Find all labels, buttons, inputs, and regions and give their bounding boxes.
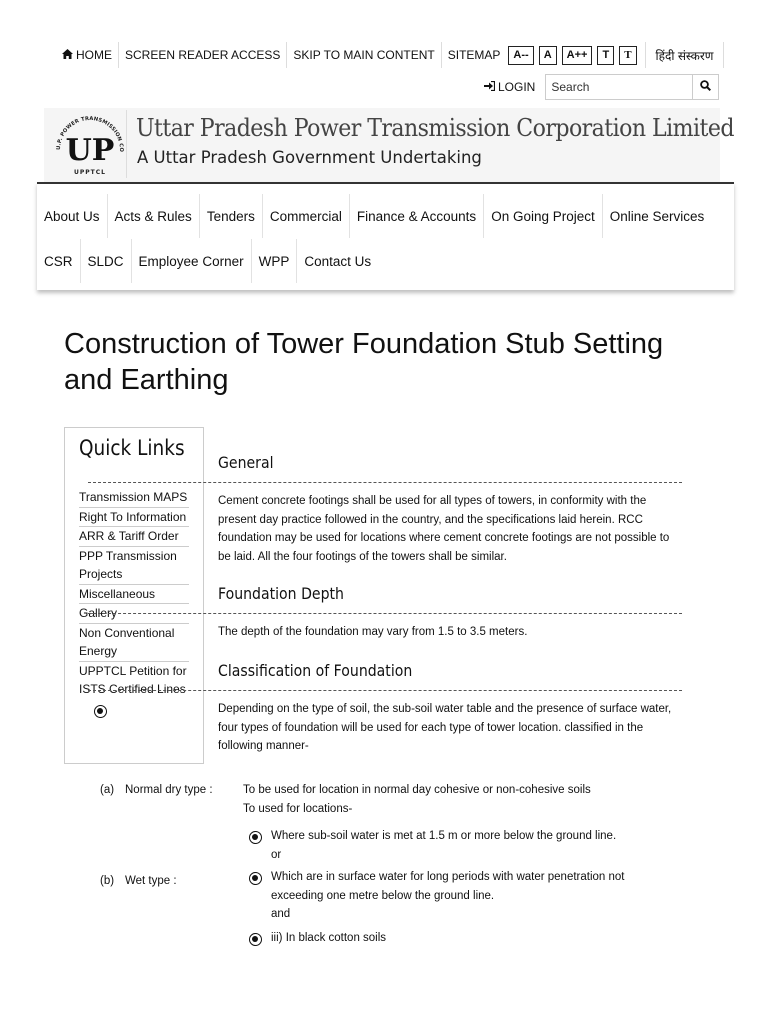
nav-item-commercial[interactable]: Commercial — [263, 194, 350, 238]
section-divider — [88, 690, 682, 691]
sitemap-link[interactable]: SITEMAP — [447, 48, 501, 62]
nav-item-employee-corner[interactable]: Employee Corner — [132, 239, 252, 283]
search-button[interactable] — [692, 75, 718, 99]
theme-t-serif-button[interactable]: T — [619, 46, 636, 65]
classification-text: Depending on the type of soil, the sub-soil water table and the presence of surface water, four types of foundation will be used for each type of tower location. classified in the following manner- — [218, 703, 672, 752]
type-b-name: Wet type : — [125, 875, 177, 887]
nav-item-on-going-project[interactable]: On Going Project — [484, 194, 603, 238]
type-b-option-1: Where sub-soil water is met at 1.5 m or more below the ground line. — [271, 830, 617, 842]
type-b-option-3: iii) In black cotton soils — [271, 932, 387, 944]
nav-item-acts-and-rules[interactable]: Acts & Rules — [108, 194, 200, 238]
quick-link-miscellaneous[interactable]: Miscellaneous — [79, 585, 189, 605]
main-navigation — [37, 182, 734, 290]
quick-links-list — [79, 488, 189, 699]
nav-item-sldc[interactable]: SLDC — [81, 239, 132, 283]
type-b-option-2-line-2: exceeding one metre below the ground line. — [271, 890, 495, 902]
font-size-controls — [504, 42, 645, 68]
home-link[interactable] — [56, 42, 119, 68]
home-label: HOME — [76, 48, 112, 62]
upptcl-logo[interactable] — [50, 108, 130, 182]
organization-title: Uttar Pradesh Power Transmission Corporation Limited — [136, 114, 734, 142]
general-heading: General — [218, 453, 274, 472]
quick-link-transmission-maps[interactable]: Transmission MAPS — [79, 488, 189, 508]
nav-item-about-us[interactable]: About Us — [37, 194, 108, 238]
login-label: LOGIN — [498, 80, 536, 94]
search-box — [545, 74, 719, 100]
page-title: Construction of Tower Foundation Stub Setting and Earthing — [64, 328, 664, 396]
font-normal-button[interactable]: A — [539, 46, 557, 65]
theme-t-button[interactable]: T — [597, 46, 614, 65]
nav-item-online-services[interactable]: Online Services — [609, 208, 705, 224]
quick-link-ppp-transmission-projects[interactable]: PPP Transmission Projects — [79, 547, 189, 585]
screen-reader-link[interactable]: SCREEN READER ACCESS — [119, 42, 287, 68]
logo-ring-text: U.P. POWER TRANSMISSION CO — [55, 115, 125, 153]
nav-row-2 — [37, 239, 378, 283]
search-input[interactable] — [546, 75, 692, 99]
login-search-row — [484, 74, 719, 100]
type-a-name: Normal dry type : — [125, 784, 213, 796]
type-b-option-2-line-1: Which are in surface water for long periods with water penetration not — [271, 871, 625, 883]
organization-subtitle: A Uttar Pradesh Government Undertaking — [137, 148, 482, 167]
classification-heading: Classification of Foundation — [218, 661, 413, 680]
general-text: Cement concrete footings shall be used for all types of towers, in conformity with the present day practice followed in the country, and the specifications laid herein. RCC foundation may be used for locations where cement concrete footings are not possible to be laid. All the four footings of the towers shall be similar. — [218, 495, 670, 563]
login-link[interactable] — [484, 80, 535, 94]
quick-link-arr-and-tariff-order[interactable]: ARR & Tariff Order — [79, 527, 189, 547]
type-b-intro: To used for locations- — [243, 803, 353, 815]
nav-item-contact-us[interactable]: Contact Us — [304, 253, 372, 269]
foundation-depth-heading: Foundation Depth — [218, 584, 344, 603]
search-icon — [700, 78, 711, 96]
nav-row-1 — [37, 194, 711, 238]
nav-item-csr[interactable]: CSR — [37, 239, 81, 283]
section-divider — [88, 482, 682, 483]
foundation-depth-text: The depth of the foundation may vary from 1.5 to 3.5 meters. — [218, 626, 528, 638]
radio-bullet-icon — [249, 933, 262, 946]
type-a-label: (a) — [100, 784, 115, 796]
radio-bullet-icon — [94, 705, 107, 718]
quick-links-title: Quick Links — [79, 436, 185, 460]
type-a-description: To be used for location in normal day cohesive or non-cohesive soils — [243, 784, 591, 796]
type-b-label: (b) — [100, 875, 115, 887]
sign-in-icon — [484, 81, 495, 94]
quick-link-gallery[interactable]: Gallery — [79, 604, 189, 624]
radio-bullet-icon — [249, 872, 262, 885]
nav-item-finance-and-accounts[interactable]: Finance & Accounts — [350, 194, 484, 238]
font-increase-button[interactable]: A++ — [562, 46, 593, 65]
logo-divider — [126, 110, 127, 178]
section-divider — [88, 613, 682, 614]
quick-links-panel — [64, 427, 204, 764]
nav-item-tenders[interactable]: Tenders — [200, 194, 263, 238]
type-b-or: or — [271, 849, 282, 861]
font-decrease-button[interactable]: A-- — [508, 46, 533, 65]
utility-bar — [56, 42, 724, 68]
type-b-and: and — [271, 908, 291, 920]
site-header — [44, 108, 734, 182]
quick-link-upptcl-petition-for-ists-certified-lines[interactable]: UPPTCL Petition for ISTS Certified Lines — [79, 663, 187, 696]
logo-mark: UP — [65, 133, 115, 168]
hindi-version-link[interactable]: हिंदी संस्करण — [646, 42, 725, 68]
home-icon — [62, 49, 73, 62]
skip-main-link[interactable]: SKIP TO MAIN CONTENT — [287, 42, 441, 68]
quick-link-non-conventional-energy[interactable]: Non Conventional Energy — [79, 624, 189, 662]
radio-bullet-icon — [249, 831, 262, 844]
nav-item-wpp[interactable]: WPP — [252, 239, 298, 283]
quick-link-right-to-information[interactable]: Right To Information — [79, 508, 189, 528]
logo-caption: UPPTCL — [74, 169, 106, 176]
